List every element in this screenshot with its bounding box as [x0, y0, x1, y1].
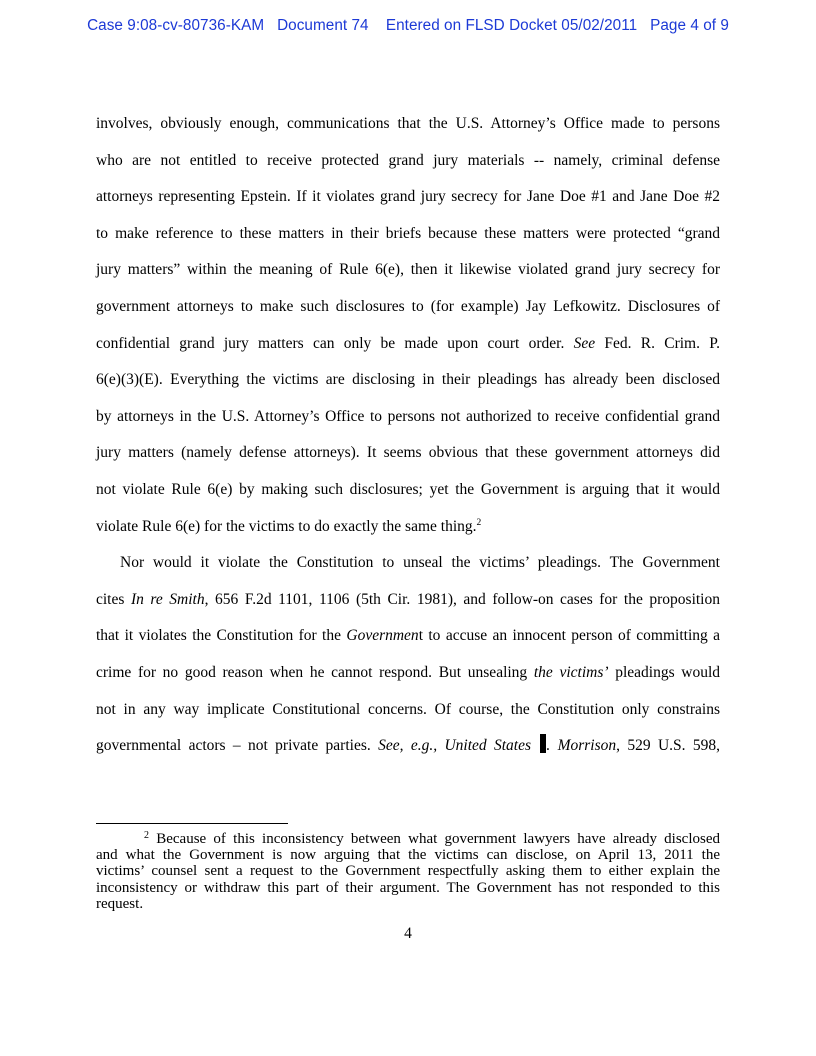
body-fragment: confidential grand jury matters can only be made upon court order. [96, 334, 565, 352]
body-line [96, 728, 720, 765]
body-fragment: , 656 F.2d 1101, 1106 (5th Cir. 1981), and follow-on cases for the proposition [204, 590, 720, 608]
case-number: Case 9:08-cv-80736-KAM [87, 17, 265, 34]
body-line: to make reference to these matters in their briefs because these matters were protected “grand [96, 224, 720, 242]
body-line [96, 655, 720, 692]
docket-entry: Entered on FLSD Docket 05/02/2011 [385, 17, 638, 34]
citation: Fed. R. Crim. P. [604, 334, 721, 352]
body-line: 6(e)(3)(E). Everything the victims are disclosing in their pleadings has already been disclosed [96, 371, 720, 389]
footnote-reference[interactable]: 2 [476, 517, 482, 528]
footnote-divider [96, 823, 288, 824]
page-number: 4 [404, 925, 412, 942]
signal-see: See [573, 334, 596, 352]
body-line: not in any way implicate Constitutional concerns. Of course, the Constitution only constrains [96, 700, 720, 718]
body-fragment: , 529 U.S. 598, [616, 737, 721, 755]
body-line: jury matters (namely defense attorneys). It seems obvious that these government attorneys did [96, 444, 720, 462]
body-line: who are not entitled to receive protected grand jury materials -- namely, criminal defense [96, 151, 720, 169]
body-line: by attorneys in the U.S. Attorney’s Office to persons not authorized to receive confidential grand [96, 407, 720, 425]
body-fragment: t to accuse an innocent person of committing a [418, 627, 721, 645]
footnote [96, 831, 720, 912]
footnote-line [96, 831, 720, 847]
document-number: Document 74 [277, 17, 369, 34]
body-line: Nor would it violate the Constitution to unseal the victims’ pleadings. The Government [120, 554, 720, 572]
body-line: government attorneys to make such disclosures to (for example) Jay Lefkowitz. Disclosures of [96, 297, 720, 315]
body-fragment: violate Rule 6(e) for the victims to do exactly the same thing. [96, 517, 477, 535]
footnote-fragment: Because of this inconsistency between what government lawyers have already disclosed [156, 831, 720, 847]
footnote-line: and what the Government is now arguing that the victims can disclose, on April 13, 2011 the [96, 847, 720, 864]
body-fragment: that it violates the Constitution for the [96, 627, 341, 645]
case-name: In re Smith [130, 590, 205, 608]
docket-header [0, 17, 816, 35]
emphasis: the victims’ [533, 663, 609, 681]
body-fragment: pleadings would [615, 663, 721, 681]
body-line: jury matters” within the meaning of Rule 6(e), then it likewise violated grand jury secrecy for [96, 261, 720, 279]
body-line: involves, obviously enough, communications that the U.S. Attorney’s Office made to persons [96, 115, 720, 132]
page-indicator: Page 4 of 9 [650, 17, 729, 34]
body-fragment: governmental actors – not private parties. [96, 737, 371, 755]
body-fragment: cites [96, 590, 125, 608]
body-line: attorneys representing Epstein. If it violates grand jury secrecy for Jane Doe #1 and Jane Doe #2 [96, 188, 720, 206]
footnote-number: 2 [144, 830, 149, 841]
body-line [96, 509, 720, 546]
body-fragment: crime for no good reason when he cannot respond. But unsealing [96, 663, 528, 681]
emphasis: Governmen [346, 627, 419, 645]
footnote-line: request. [96, 895, 144, 912]
case-name: . Morrison [546, 737, 617, 755]
body-line [96, 326, 720, 363]
body-text [96, 106, 720, 765]
body-line [96, 582, 720, 619]
footnote-line: inconsistency or withdraw this part of their argument. The Government has not responded to this [96, 879, 720, 896]
body-line: not violate Rule 6(e) by making such disclosures; yet the Government is arguing that it would [96, 480, 720, 498]
body-line [96, 618, 720, 655]
citation-signal: See, e.g., United States [378, 737, 531, 755]
footnote-line: victims’ counsel sent a request to the Government respectfully asking them to either explain the [96, 863, 720, 880]
